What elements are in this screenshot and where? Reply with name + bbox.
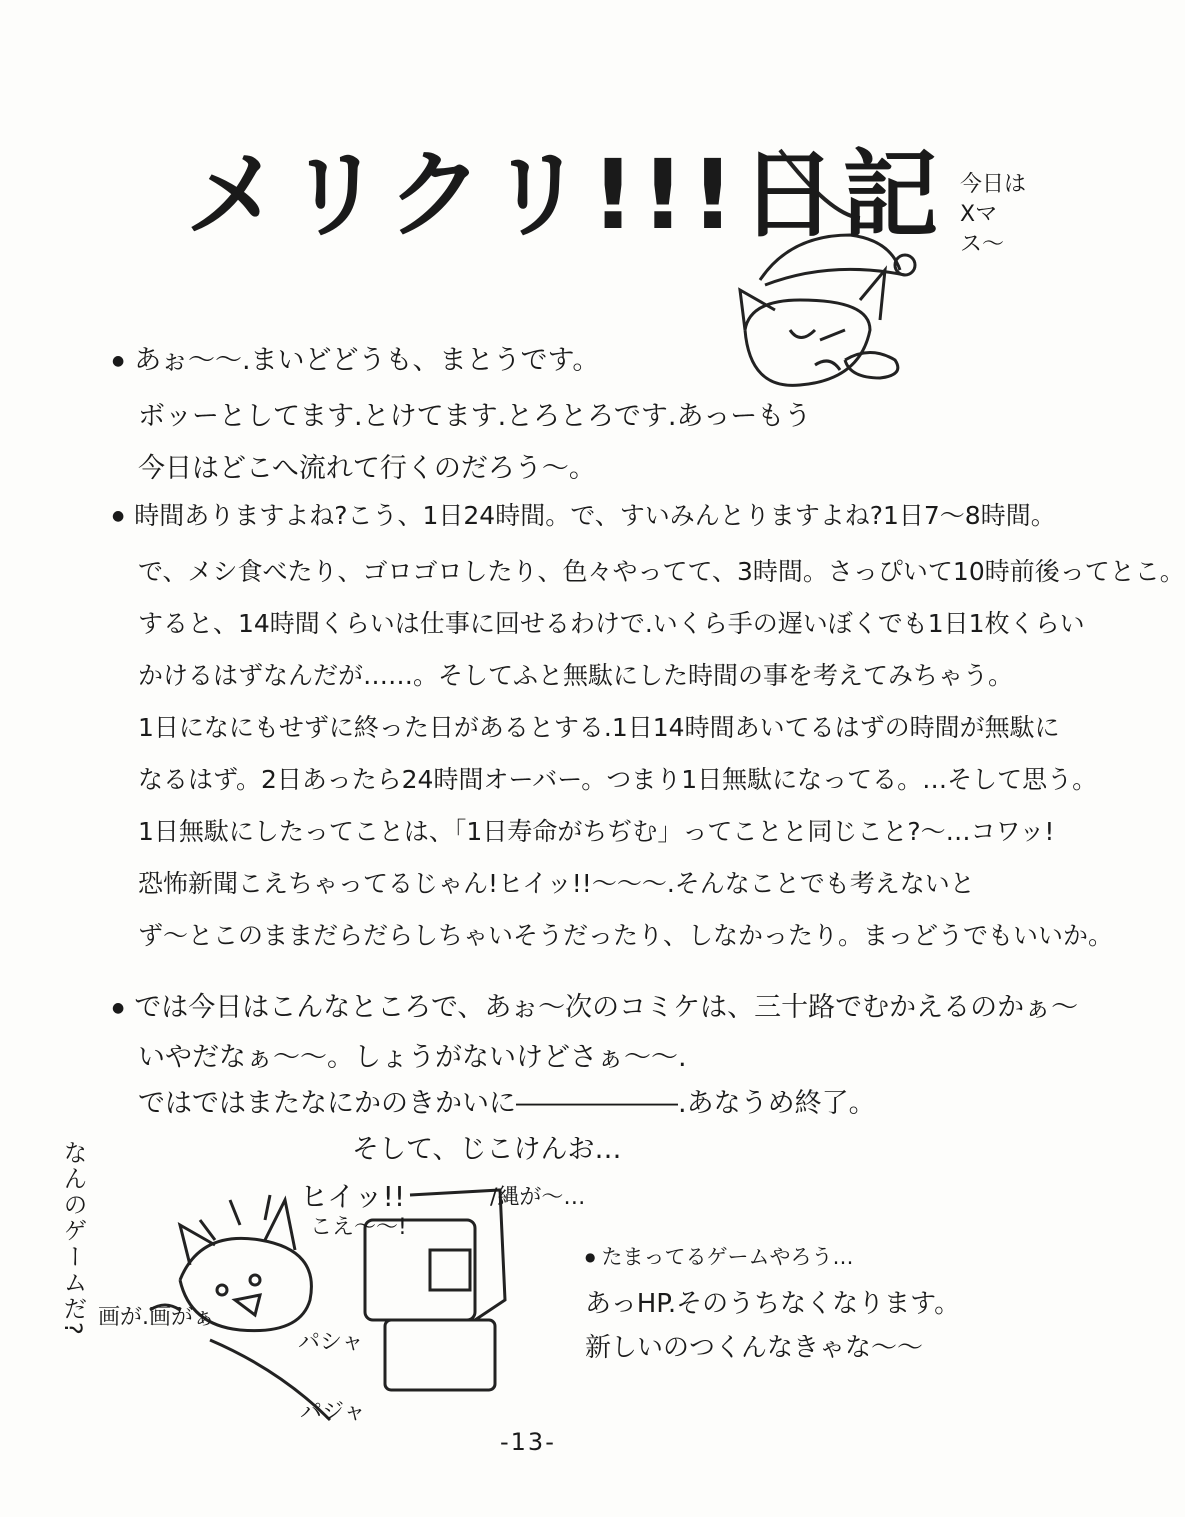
page-number: -13- <box>500 1428 556 1456</box>
text-line: なるはず。2日あったら24時間オーバー。つまり1日無駄になってる。…そして思う。 <box>138 765 1098 794</box>
text-line: いやだなぁ〜〜。しょうがないけどさぁ〜〜. <box>138 1042 687 1073</box>
text-line: 1日になにもせずに終った日があるとする.1日14時間あいてるはずの時間が無駄に <box>138 713 1060 742</box>
text-line: 恐怖新聞こえちゃってるじゃん!ヒイッ!!〜〜〜.そんなことでも考えないと <box>138 869 975 898</box>
text-line: 新しいのつくんなきゃな〜〜 <box>585 1333 924 1363</box>
paragraph-closing <box>112 985 1079 1173</box>
text-line: ず〜とこのままだらだらしちゃいそうだったり、しなかったり。まっどうでもいいか。 <box>138 921 1114 950</box>
text-line: あっHP.そのうちなくなります。 <box>585 1289 961 1319</box>
text-line: ● 時間ありますよね?こう、1日24時間。で、すいみんとりますよね?1日7〜8時間。 <box>112 490 1012 546</box>
sound-effect: /縄が〜… <box>490 1185 586 1210</box>
page-title: メリクリ!!!日記 <box>185 139 945 251</box>
paragraph-greeting <box>112 335 1012 495</box>
text-line: かけるはずなんだが……。そしてふと無駄にした時間の事を考えてみちゃう。 <box>138 661 1014 690</box>
bottom-right-notes <box>585 1235 1025 1370</box>
sound-effect: 画が.画がぁ <box>98 1305 215 1330</box>
text-line: ● たまってるゲームやろう… <box>585 1235 1025 1282</box>
xmas-side-note: 今日は Xマス〜 <box>960 172 1027 257</box>
text-line: で、メシ食べたり、ゴロゴロしたり、色々やってて、3時間。さっぴいて10時前後ってとこ。 <box>138 557 1185 586</box>
text-line: ● では今日はこんなところで、あぉ〜次のコミケは、三十路でむかえるのかぁ〜 <box>112 985 1012 1035</box>
text-line: そして、じこけんお… <box>352 1134 622 1165</box>
paragraph-time <box>112 490 1185 962</box>
sound-effect: パシャ <box>298 1330 364 1355</box>
sound-effect: こえ〜〜! <box>310 1215 407 1240</box>
text-line: すると、14時間くらいは仕事に回せるわけで.いくら手の遅いぼくでも1日1枚くらい <box>138 609 1085 638</box>
text-line: ボッーとしてます.とけてます.とろとろです.あっーもう <box>138 401 812 432</box>
text-line: ではではまたなにかのきかいに――――――.あなうめ終了。 <box>138 1088 876 1119</box>
sound-effect: ヒイッ!! <box>300 1180 406 1213</box>
sound-effect: パジャ <box>300 1400 366 1425</box>
text-line: ● あぉ〜〜.まいどどうも、まとうです。 <box>112 335 1012 391</box>
vertical-note: なんのゲームだ? <box>59 1140 87 1337</box>
text-line: 今日はどこへ流れて行くのだろう〜。 <box>138 453 596 484</box>
text-line: 1日無駄にしたってことは、「1日寿命がちぢむ」ってことと同じこと?〜…コワッ! <box>138 817 1055 846</box>
